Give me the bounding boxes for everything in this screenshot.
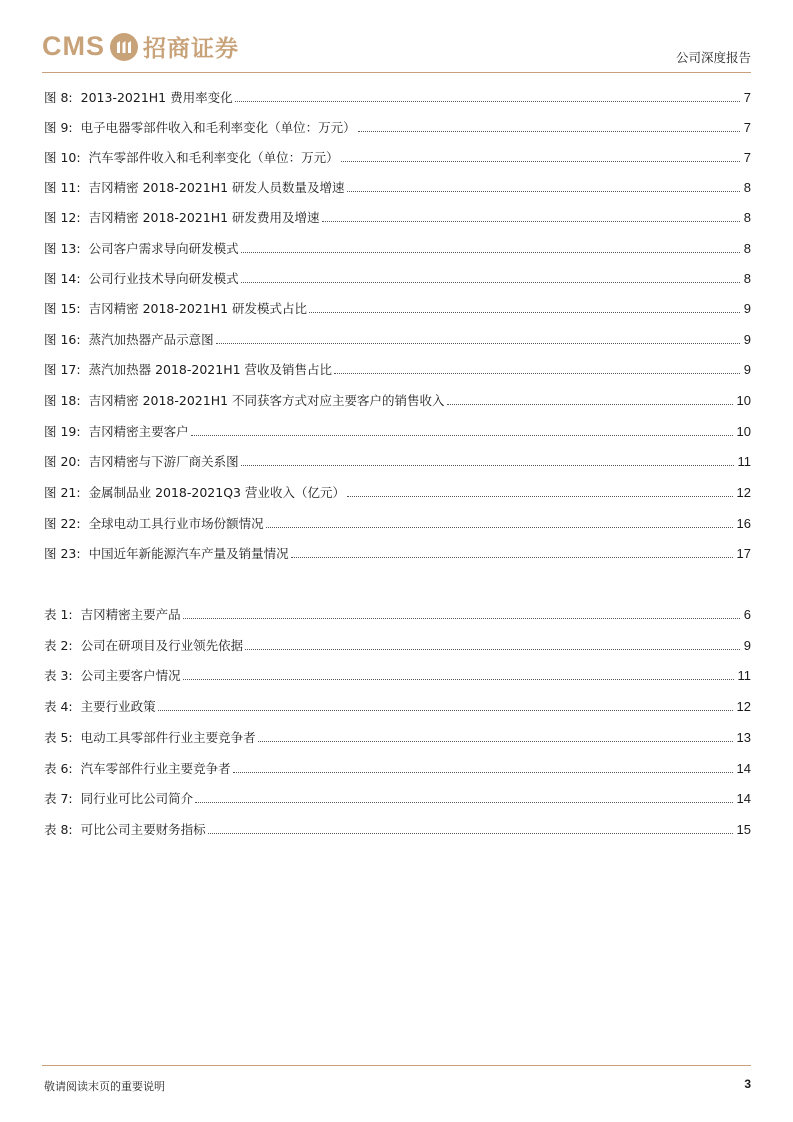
entry-number: 图 11: [44, 180, 81, 195]
entry-page: 11 [737, 668, 751, 683]
dot-leader [447, 404, 733, 405]
toc-row-table[interactable] [44, 757, 751, 777]
entry-page: 16 [736, 516, 751, 531]
toc-row-table[interactable] [44, 726, 751, 746]
entry-title: 可比公司主要财务指标 [80, 822, 206, 837]
toc-row-figure[interactable] [44, 450, 751, 470]
entry-page: 7 [743, 150, 751, 165]
entry-number: 表 1: [44, 607, 73, 622]
entry-title: 电动工具零部件行业主要竞争者 [80, 730, 256, 745]
disclaimer-note: 敬请阅读末页的重要说明 [44, 1080, 165, 1093]
toc-row-table[interactable] [44, 634, 751, 654]
entry-page: 8 [743, 271, 751, 286]
entry-page: 9 [743, 301, 751, 316]
page-header [42, 26, 751, 73]
entry-number: 表 6: [44, 761, 73, 776]
entry-title: 汽车零部件行业主要竞争者 [80, 761, 231, 776]
entry-title: 吉冈精密 2018-2021H1 不同获客方式对应主要客户的销售收入 [88, 393, 445, 408]
dot-leader [358, 131, 740, 132]
toc-row-figure[interactable] [44, 267, 751, 287]
entry-title: 吉冈精密主要产品 [80, 607, 181, 622]
dot-leader [195, 802, 732, 803]
dot-leader [245, 649, 740, 650]
logo-chinese-text: 招商证券 [143, 36, 239, 62]
dot-leader [208, 833, 733, 834]
entry-title: 吉冈精密 2018-2021H1 研发费用及增速 [88, 210, 320, 225]
dot-leader [258, 741, 733, 742]
toc-row-table[interactable] [44, 664, 751, 684]
entry-page: 14 [736, 791, 751, 806]
toc-row-figure[interactable] [44, 86, 751, 106]
page-footer [42, 1065, 751, 1096]
entry-number: 表 8: [44, 822, 73, 837]
entry-page: 13 [736, 730, 751, 745]
toc-row-table[interactable] [44, 787, 751, 807]
toc-row-figure[interactable] [44, 206, 751, 226]
entry-page: 17 [736, 546, 751, 561]
entry-number: 图 14: [44, 271, 81, 286]
toc-row-figure[interactable] [44, 358, 751, 378]
logo-latin-text: CMS [42, 31, 105, 61]
entry-number: 图 18: [44, 393, 81, 408]
entry-number: 图 21: [44, 485, 81, 500]
dot-leader [347, 191, 740, 192]
entry-page: 14 [736, 761, 751, 776]
entry-page: 12 [736, 485, 751, 500]
entry-title: 金属制品业 2018-2021Q3 营业收入（亿元） [88, 485, 345, 500]
entry-title: 蒸汽加热器产品示意图 [88, 332, 214, 347]
toc-row-figure[interactable] [44, 328, 751, 348]
entry-page: 15 [736, 822, 751, 837]
entry-title: 同行业可比公司简介 [80, 791, 194, 806]
entry-title: 公司在研项目及行业领先依据 [80, 638, 244, 653]
entry-number: 图 15: [44, 301, 81, 316]
toc-row-figure[interactable] [44, 116, 751, 136]
entry-title: 中国近年新能源汽车产量及销量情况 [88, 546, 289, 561]
dot-leader [235, 101, 740, 102]
entry-title: 公司主要客户情况 [80, 668, 181, 683]
entry-number: 图 22: [44, 516, 81, 531]
dot-leader [216, 343, 740, 344]
entry-number: 表 2: [44, 638, 73, 653]
entry-page: 9 [743, 638, 751, 653]
toc-row-figure[interactable] [44, 176, 751, 196]
entry-title: 主要行业政策 [80, 699, 156, 714]
dot-leader [191, 435, 733, 436]
entry-number: 图 13: [44, 241, 81, 256]
entry-page: 8 [743, 210, 751, 225]
entry-number: 表 5: [44, 730, 73, 745]
company-logo [42, 30, 239, 63]
toc-row-figure[interactable] [44, 481, 751, 501]
toc-row-figure[interactable] [44, 389, 751, 409]
toc-row-figure[interactable] [44, 420, 751, 440]
entry-number: 表 4: [44, 699, 73, 714]
entry-title: 吉冈精密 2018-2021H1 研发模式占比 [88, 301, 308, 316]
entry-page: 9 [743, 332, 751, 347]
entry-number: 图 8: [44, 90, 73, 105]
logo-emblem-icon [109, 32, 139, 62]
entry-title: 汽车零部件收入和毛利率变化（单位：万元） [88, 150, 339, 165]
entry-page: 10 [736, 424, 751, 439]
dot-leader [158, 710, 733, 711]
entry-title: 吉冈精密与下游厂商关系图 [88, 454, 239, 469]
toc-row-figure[interactable] [44, 542, 751, 562]
entry-number: 表 3: [44, 668, 73, 683]
entry-number: 表 7: [44, 791, 73, 806]
toc-row-table[interactable] [44, 603, 751, 623]
entry-page: 9 [743, 362, 751, 377]
page-number: 3 [744, 1077, 751, 1091]
dot-leader [241, 252, 740, 253]
entry-title: 蒸汽加热器 2018-2021H1 营收及销售占比 [88, 362, 333, 377]
dot-leader [291, 557, 733, 558]
entry-page: 8 [743, 241, 751, 256]
dot-leader [309, 312, 740, 313]
entry-page: 12 [736, 699, 751, 714]
toc-row-table[interactable] [44, 818, 751, 838]
entry-number: 图 17: [44, 362, 81, 377]
entry-number: 图 9: [44, 120, 73, 135]
entry-title: 全球电动工具行业市场份额情况 [88, 516, 264, 531]
entry-title: 电子电器零部件收入和毛利率变化（单位：万元） [80, 120, 356, 135]
toc-row-figure[interactable] [44, 297, 751, 317]
entry-page: 11 [737, 454, 751, 469]
dot-leader [183, 618, 740, 619]
dot-leader [341, 161, 740, 162]
entry-page: 8 [743, 180, 751, 195]
toc-row-figure[interactable] [44, 512, 751, 532]
entry-number: 图 23: [44, 546, 81, 561]
report-type-label: 公司深度报告 [675, 50, 751, 65]
entry-title: 公司客户需求导向研发模式 [88, 241, 239, 256]
toc-row-table[interactable] [44, 695, 751, 715]
entry-title: 吉冈精密 2018-2021H1 研发人员数量及增速 [88, 180, 345, 195]
dot-leader [241, 465, 734, 466]
entry-title: 2013-2021H1 费用率变化 [80, 90, 233, 105]
dot-leader [322, 221, 740, 222]
entry-title: 吉冈精密主要客户 [88, 424, 189, 439]
dot-leader [241, 282, 740, 283]
dot-leader [334, 373, 740, 374]
dot-leader [347, 496, 733, 497]
toc-row-figure[interactable] [44, 146, 751, 166]
entry-number: 图 20: [44, 454, 81, 469]
entry-number: 图 16: [44, 332, 81, 347]
entry-page: 7 [743, 120, 751, 135]
dot-leader [266, 527, 733, 528]
entry-title: 公司行业技术导向研发模式 [88, 271, 239, 286]
entry-number: 图 19: [44, 424, 81, 439]
entry-page: 6 [743, 607, 751, 622]
dot-leader [183, 679, 734, 680]
entry-number: 图 10: [44, 150, 81, 165]
entry-number: 图 12: [44, 210, 81, 225]
dot-leader [233, 772, 733, 773]
toc-row-figure[interactable] [44, 237, 751, 257]
entry-page: 10 [736, 393, 751, 408]
entry-page: 7 [743, 90, 751, 105]
